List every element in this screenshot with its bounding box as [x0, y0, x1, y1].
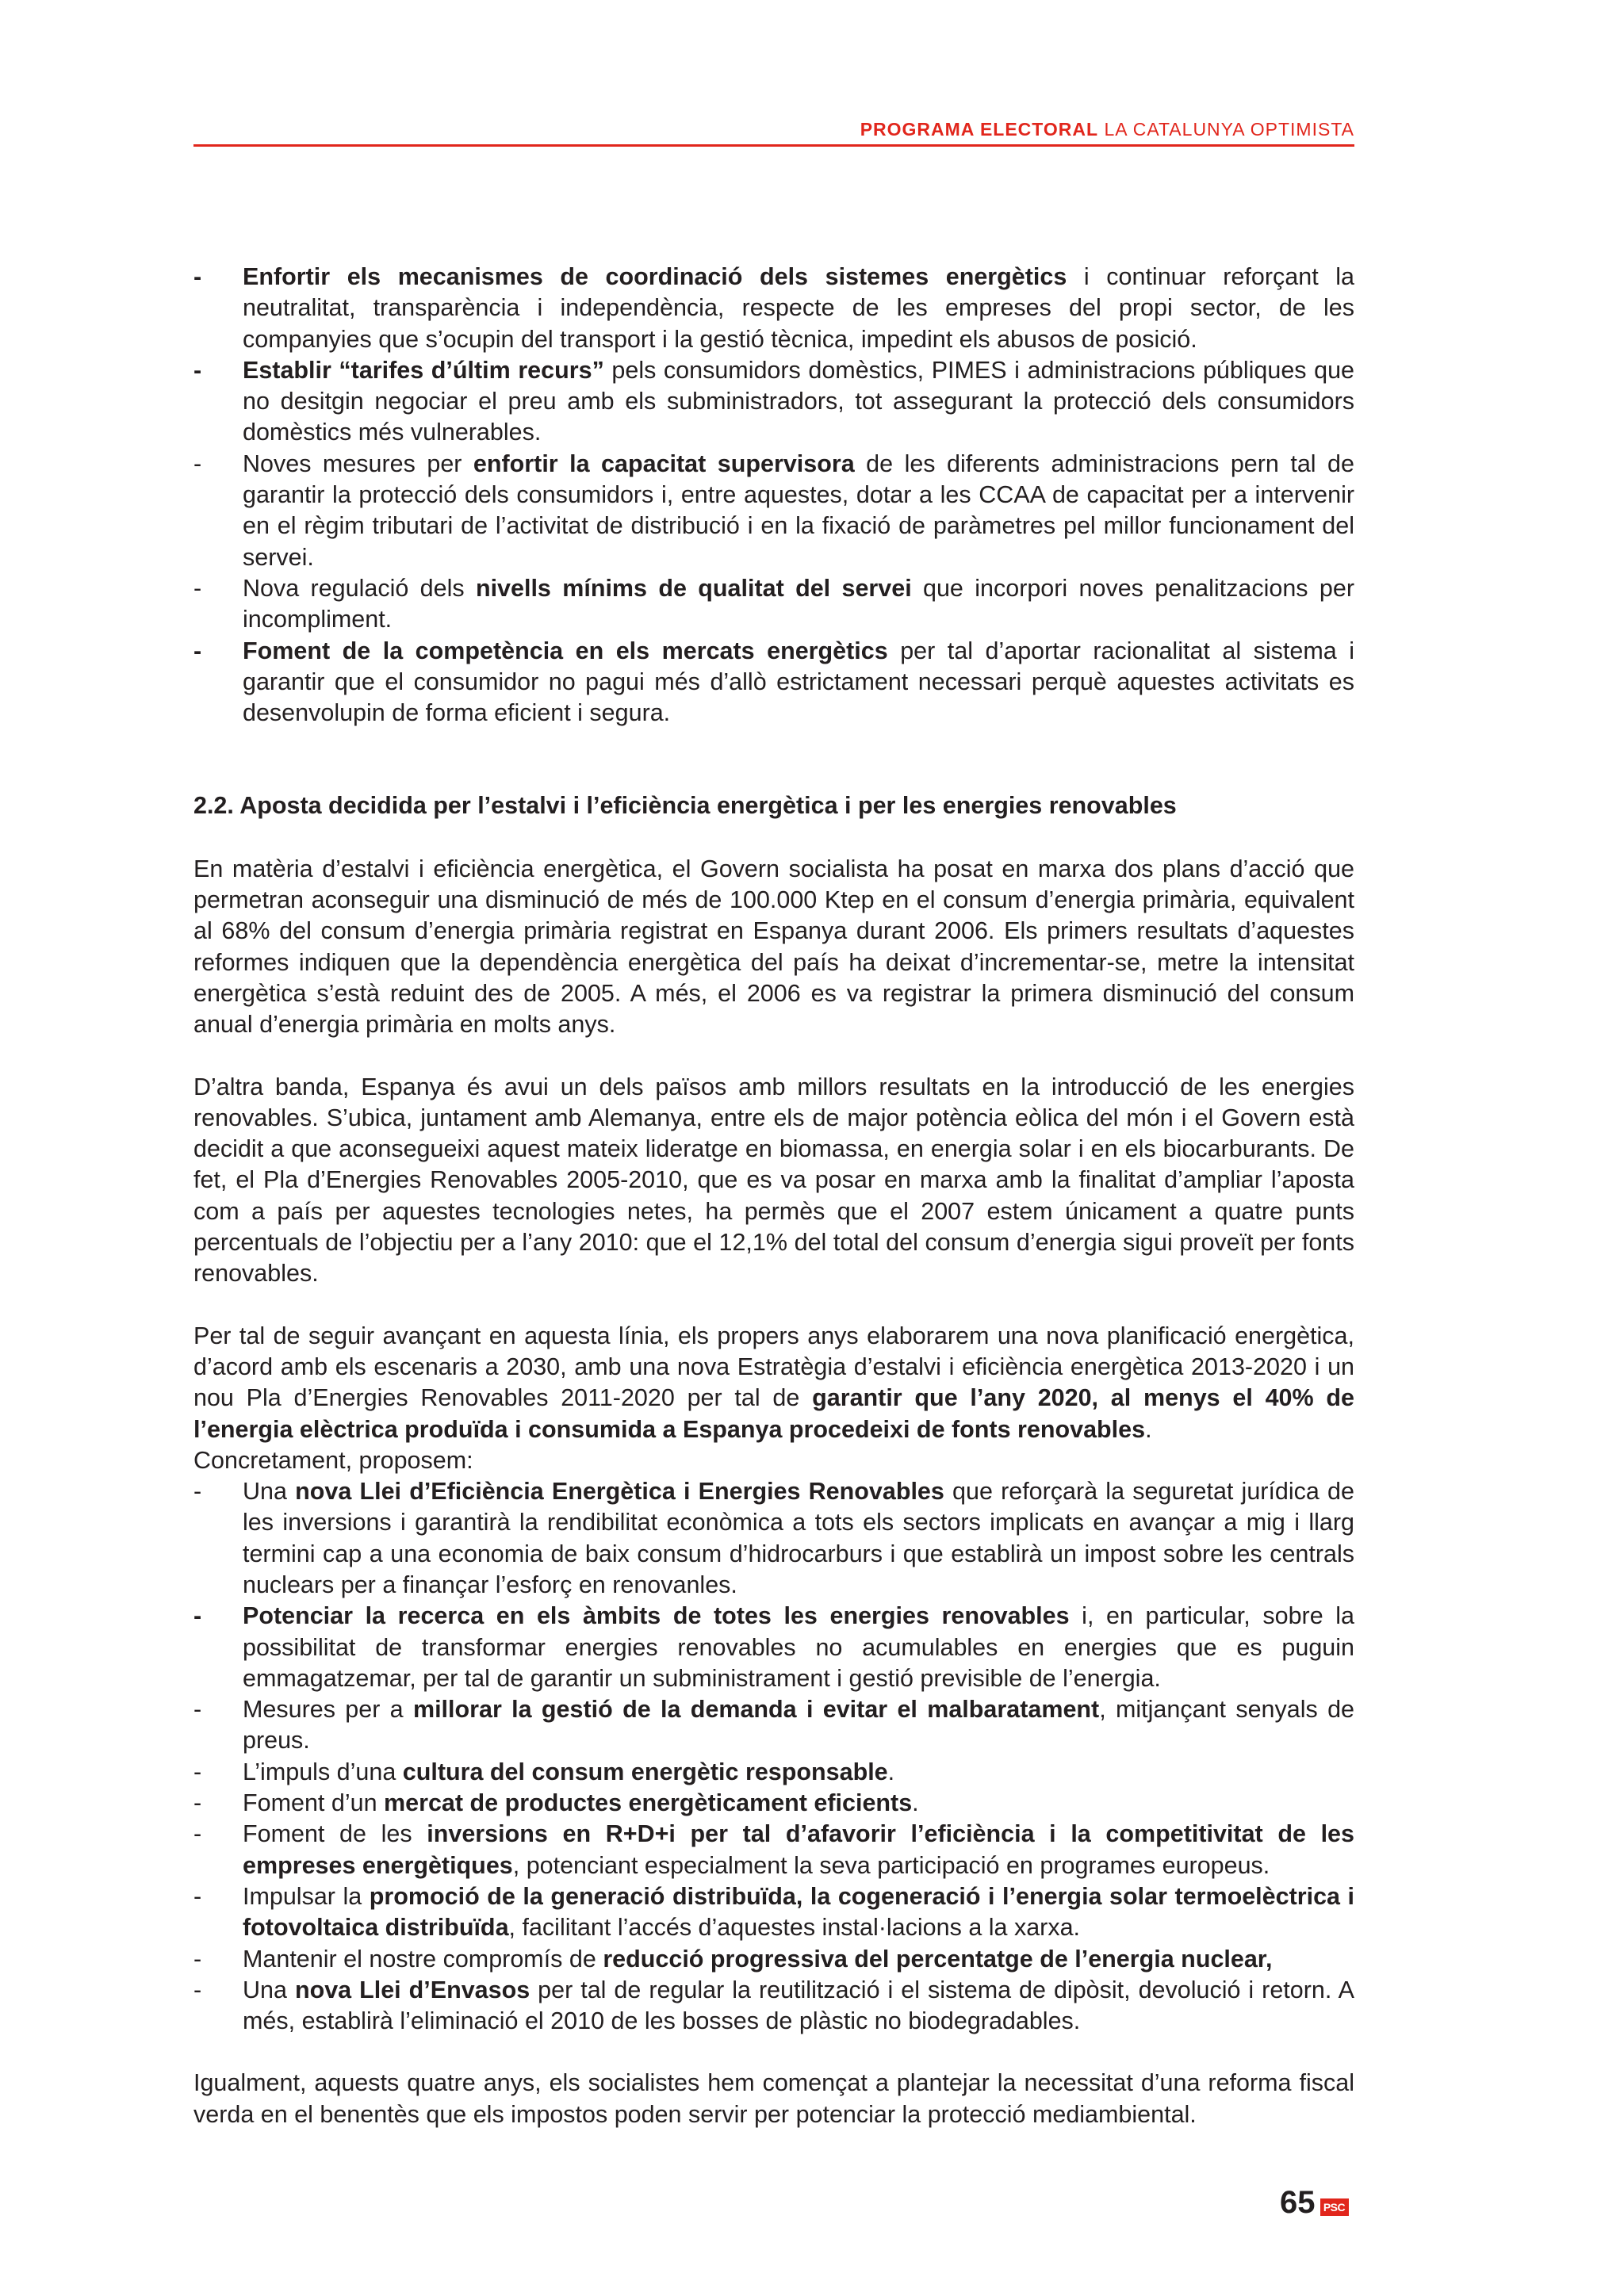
list-item: [193, 1757, 1354, 1788]
list-bullet-dash: -: [193, 1882, 202, 1910]
measures-list-1: [193, 262, 1354, 729]
measures-list-2: [193, 1476, 1354, 2037]
list-item-text: Noves mesures per: [243, 450, 473, 477]
list-item-text: Mesures per a: [243, 1696, 413, 1724]
page-content: [193, 262, 1354, 2130]
list-item: [193, 1694, 1354, 1757]
list-item: [193, 1788, 1354, 1819]
list-bullet-dash: -: [193, 356, 202, 384]
paragraph-3: [193, 1321, 1354, 1445]
list-item-text: Foment de les: [243, 1820, 427, 1848]
list-bullet-dash: -: [193, 637, 202, 664]
list-item: [193, 1476, 1354, 1601]
page-number: 65: [1280, 2185, 1316, 2220]
paragraph-3-text-a: Per tal de seguir avançant en aquesta línia, els propers anys elaborarem una nova planificació energètica, d’acord amb els escenaris a 2030, amb una nova Estratègia d’estalvi i eficiència energètica 2013-2020 i un nou Pla d’Energies Renovables 2011-2020 per tal de: [193, 1322, 1354, 1412]
list-bullet-dash: -: [193, 1789, 202, 1817]
list-item: [193, 449, 1354, 573]
page-footer: [1280, 2187, 1349, 2218]
list-item-bold-text: Enfortir els mecanismes de coordinació dels sistemes energètics: [243, 263, 1067, 290]
list-bullet-dash: -: [193, 1478, 202, 1506]
list-item-text: que incorpori noves penalitzacions per incompliment.: [243, 574, 1354, 633]
section-heading: 2.2. Aposta decidida per l’estalvi i l’eficiència energètica i per les energies renovables: [193, 792, 1177, 820]
list-item-text: per tal d’aportar racionalitat al sistema i garantir que el consumidor no pagui més d’allò estrictament necessari perquè aquestes activitats es desenvolupin de forma eficient i segura.: [243, 637, 1354, 727]
list-item-text: Una: [243, 1478, 296, 1506]
paragraph-3-text-b: .: [1145, 1415, 1152, 1443]
list-item-text: , potenciant especialment la seva participació en programes europeus.: [512, 1851, 1270, 1879]
list-item-text: de les diferents administracions pern tal de garantir la protecció dels consumidors i, entre aquestes, dotar a les CCAA de capacitat per a intervenir en el règim tributari de l’activitat de distribució i en la fixació de paràmetres pel millor funcionament del servei.: [243, 450, 1354, 571]
paragraph-4: Igualment, aquests quatre anys, els socialistes hem començat a plantejar la necessitat d’una reforma fiscal verda en el benentès que els impostos poden servir per potenciar la protecció mediambiental.: [193, 2069, 1354, 2128]
list-bullet-dash: -: [193, 1696, 202, 1724]
list-item-text: Mantenir el nostre compromís de: [243, 1945, 603, 1973]
list-item-text: , mitjançant senyals de preus.: [243, 1696, 1354, 1755]
header-divider: [193, 144, 1354, 147]
header-title-bold: PROGRAMA ELECTORAL: [860, 119, 1099, 140]
list-item-text: i continuar reforçant la neutralitat, transparència i independència, respecte de les empreses del propi sector, de les companyies que s’ocupin del transport i la gestió tècnica, impedint els abusos de posició.: [243, 263, 1354, 353]
list-item-text: pels consumidors domèstics, PIMES i administracions públiques que no desitgin negociar el preu amb els subministradors, tot assegurant la protecció dels consumidors domèstics més vulnerables.: [243, 356, 1354, 446]
list-item-text: que reforçarà la seguretat jurídica de les inversions i garantirà la rendibilitat econòmica a tots els sectors implicats en avançar a mig i llarg termini cap a una economia de baix consum d’hidrocarburs i que establirà un impost sobre les centrals nuclears per a finançar l’esforç en renovanles.: [243, 1478, 1354, 1598]
list-bullet-dash: -: [193, 450, 202, 477]
list-item: [193, 262, 1354, 355]
list-item-bold-text: inversions en R+D+i per tal d’afavorir l’eficiència i la competitivitat de les empreses energètiques: [243, 1820, 1354, 1879]
list-item-bold-text: nova Llei d’Envasos: [294, 1976, 530, 2003]
list-bullet-dash: -: [193, 1976, 202, 2003]
list-bullet-dash: -: [193, 1820, 202, 1848]
psc-logo: PSC: [1320, 2198, 1349, 2216]
list-item-bold-text: Establir “tarifes d’últim recurs”: [243, 356, 604, 384]
list-item-bold-text: Potenciar la recerca en els àmbits de totes les energies renovables: [243, 1602, 1070, 1630]
list-item-text: per tal de regular la reutilització i el sistema de dipòsit, devolució i retorn. A més, establirà l’eliminació el 2010 de les bosses de plàstic no biodegradables.: [243, 1976, 1354, 2035]
list-item-bold-text: mercat de productes energèticament eficients: [384, 1789, 913, 1817]
list-item: [193, 573, 1354, 636]
list-item: [193, 1944, 1354, 1975]
list-item: [193, 1975, 1354, 2038]
list-item: [193, 1601, 1354, 1694]
list-item-text: i, en particular, sobre la possibilitat de transformar energies renovables no acumulables en energies que es puguin emmagatzemar, per tal de garantir un subministrament i gestió previsible de l’energia.: [243, 1602, 1355, 1692]
list-item: [193, 1819, 1354, 1881]
list-item: [193, 355, 1354, 449]
list-bullet-dash: -: [193, 263, 202, 290]
paragraph-3-bold: garantir que l’any 2020, al menys el 40% de l’energia elèctrica produïda i consumida a Espanya procedeixi de fonts renovables: [193, 1384, 1354, 1443]
paragraph-3-intro: Concretament, proposem:: [193, 1446, 473, 1474]
list-item-text: Una: [243, 1976, 295, 2003]
paragraph-2: D’altra banda, Espanya és avui un dels països amb millors resultats en la introducció de les energies renovables. S’ubica, juntament amb Alemanya, entre els de major potència eòlica del món i el Govern està decidit a que aconsegueixi aquest mateix lideratge en biomassa, en energia solar i en els biocarburants. De fet, el Pla d’Energies Renovables 2005-2010, que es va posar en marxa amb la finalitat d’ampliar l’aposta com a país per aquestes tecnologies netes, ha permès que el 2007 estem únicament a quatre punts percentuals de l’objectiu per a l’any 2010: que el 12,1% del total del consum d’energia sigui proveït per fonts renovables.: [193, 1073, 1354, 1288]
running-header: [193, 119, 1354, 140]
header-title-rest: LA CATALUNYA OPTIMISTA: [1104, 119, 1354, 140]
list-item-bold-text: promoció de la generació distribuïda, la cogeneració i l’energia solar termoelèctrica i fotovoltaica distribuïda: [243, 1882, 1355, 1942]
list-bullet-dash: -: [193, 574, 202, 602]
list-item-bold-text: nivells mínims de qualitat del servei: [475, 574, 912, 602]
list-item-bold-text: enfortir la capacitat supervisora: [473, 450, 855, 477]
list-item-text: Impulsar la: [243, 1882, 370, 1910]
list-item-text: , facilitant l’accés d’aquestes instal·lacions a la xarxa.: [508, 1914, 1081, 1942]
list-item-bold-text: reducció progressiva del percentatge de l’energia nuclear,: [603, 1945, 1273, 1973]
list-item-bold-text: millorar la gestió de la demanda i evitar el malbaratament: [412, 1696, 1100, 1724]
list-item-text: .: [912, 1789, 919, 1817]
list-bullet-dash: -: [193, 1945, 202, 1973]
list-item: [193, 636, 1354, 729]
list-item-text: Nova regulació dels: [243, 574, 476, 602]
list-item-bold-text: Foment de la competència en els mercats energètics: [243, 637, 888, 664]
list-item-text: L’impuls d’una: [243, 1758, 403, 1785]
list-item-bold-text: cultura del consum energètic responsable: [402, 1758, 888, 1785]
list-bullet-dash: -: [193, 1758, 202, 1785]
list-item: [193, 1881, 1354, 1944]
list-bullet-dash: -: [193, 1602, 202, 1630]
list-item-text: Foment d’un: [243, 1789, 385, 1817]
paragraph-1: En matèria d’estalvi i eficiència energètica, el Govern socialista ha posat en marxa dos plans d’acció que permetran aconseguir una disminució de més de 100.000 Ktep en el consum d’energia primària, equivalent al 68% del consum d’energia primària registrat en Espanya durant 2006. Els primers resultats d’aquestes reformes indiquen que la dependència energètica del país ha deixat d’incrementar-se, metre la intensitat energètica s’està reduint des de 2005. A més, el 2006 es va registrar la primera disminució del consum anual d’energia primària en molts anys.: [193, 855, 1354, 1039]
list-item-bold-text: nova Llei d’Eficiència Energètica i Energies Renovables: [295, 1478, 944, 1506]
list-item-text: .: [887, 1758, 895, 1785]
